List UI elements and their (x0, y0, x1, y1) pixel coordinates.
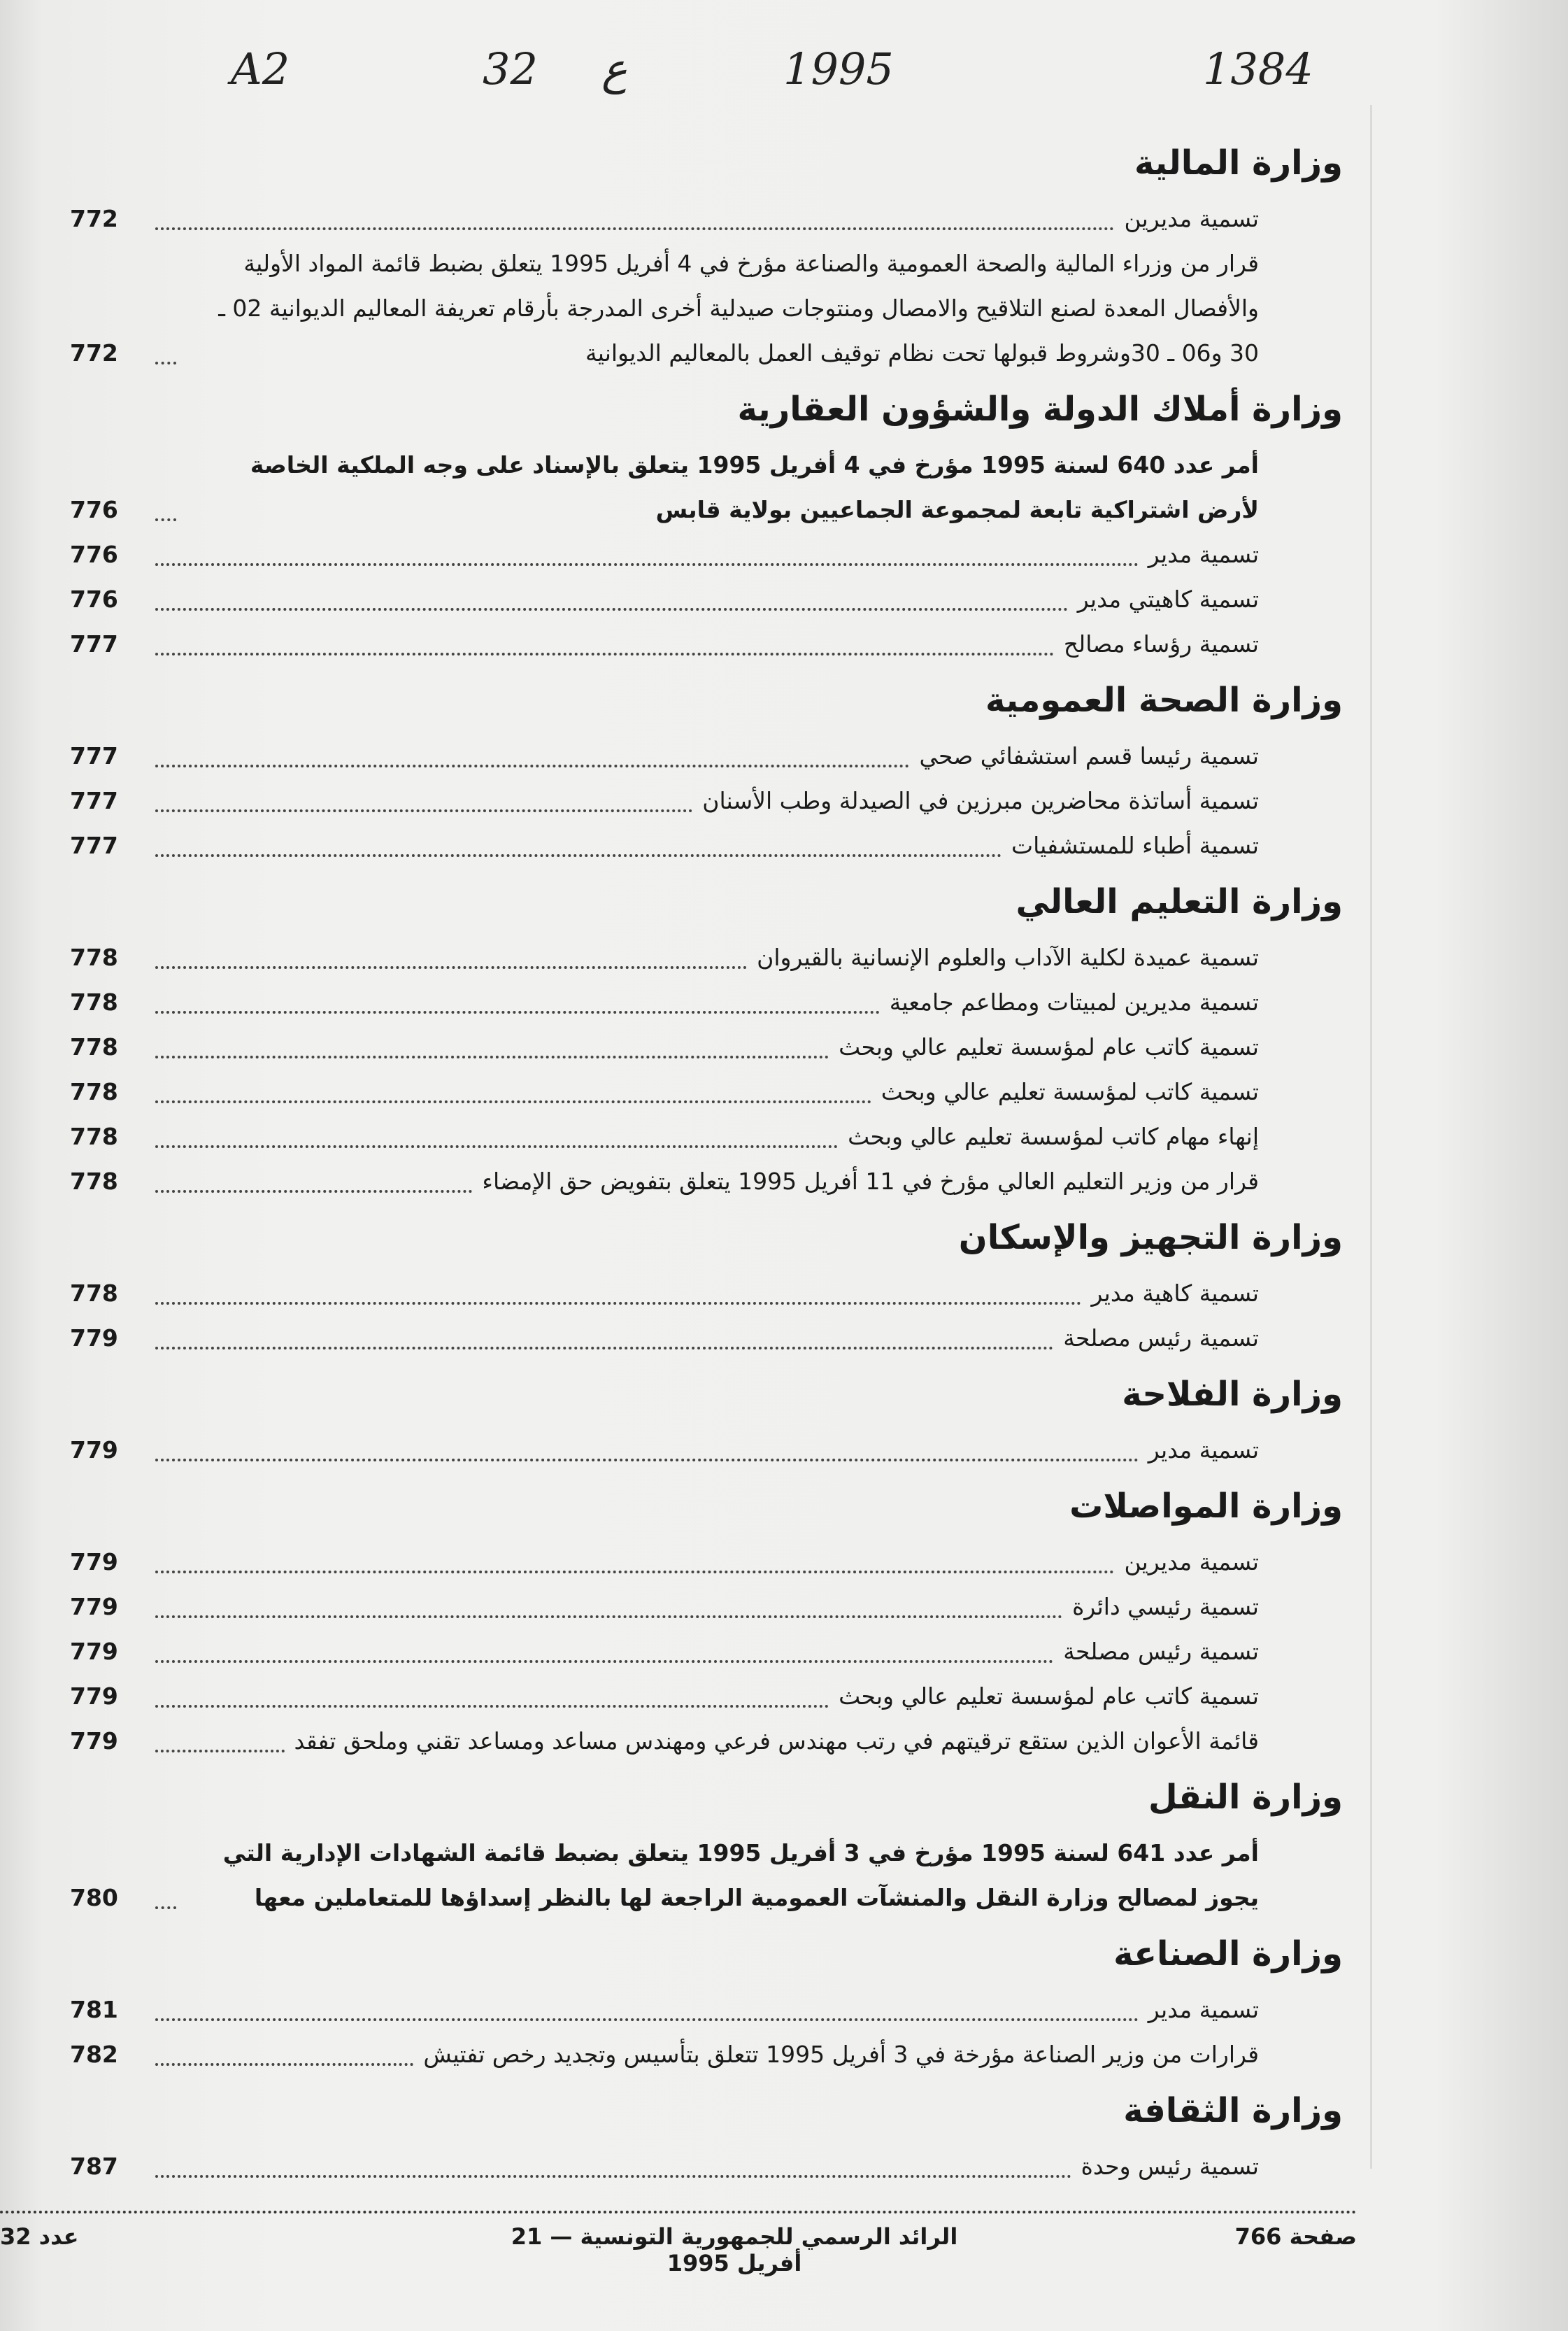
entry-page-number: 776 (70, 541, 118, 568)
entry-page-number: 778 (70, 944, 118, 971)
ministry-heading: وزارة الفلاحة (1122, 1375, 1343, 1414)
entry-title: تسمية مديرين لمبيتات ومطاعم جامعية (889, 989, 1259, 1016)
toc-entry (70, 1629, 1343, 1674)
toc-entry (70, 577, 1343, 622)
dot-leader (155, 1705, 829, 1708)
entry-page-number: 772 (70, 205, 118, 232)
toc-entry (70, 1316, 1343, 1361)
entry-title: تسمية أطباء للمستشفيات (1011, 832, 1259, 859)
entry-page-number: 778 (70, 1280, 118, 1307)
entry-page-number: 776 (70, 496, 118, 523)
toc-entry (70, 935, 1343, 980)
entry-page-number: 772 (70, 339, 118, 367)
handwritten-notes (210, 43, 1343, 106)
toc-entry (70, 1070, 1343, 1114)
entry-page-number: 778 (70, 989, 118, 1016)
entry-title: تسمية كاتب عام لمؤسسة تعليم عالي وبحث (839, 1033, 1259, 1061)
entry-page-number: 779 (70, 1727, 118, 1755)
entry-page-number: 777 (70, 742, 118, 770)
entry-page-number: 779 (70, 1638, 118, 1665)
ministry-section (70, 1764, 1343, 1920)
ministry-heading: وزارة الثقافة (1123, 2091, 1343, 2130)
entry-title: تسمية كاهيتي مدير (1077, 586, 1259, 613)
dot-leader (155, 227, 1114, 230)
handwritten-note: 32 (483, 43, 538, 94)
dot-leader (155, 1347, 1053, 1349)
dot-leader (155, 518, 176, 521)
entry-page-number: 778 (70, 1123, 118, 1150)
entry-title: تسمية كاهية مدير (1091, 1280, 1259, 1307)
ministry-section (70, 868, 1343, 1204)
dot-leader (155, 1190, 472, 1193)
entry-page-number: 776 (70, 586, 118, 613)
entry-title: تسمية كاتب لمؤسسة تعليم عالي وبحث (881, 1078, 1259, 1105)
dot-leader (155, 653, 1054, 656)
show-through-bleed (1370, 105, 1533, 2169)
toc-entry (70, 1025, 1343, 1070)
entry-title: أمر عدد 641 لسنة 1995 مؤرخ في 3 أفريل 1995 يتعلق بضبط قائمة الشهادات الإدارية التي يجوز لمصالح وزارة النقل والمنشآت العمومية الراجعة لها بالنظر إسداؤها للمتعاملين معها (222, 1839, 1259, 1911)
ministry-heading: وزارة النقل (1148, 1778, 1343, 1817)
entry-title: تسمية رئيسا قسم استشفائي صحي (919, 742, 1259, 770)
entry-title: تسمية رئيس مصلحة (1063, 1638, 1259, 1665)
dot-leader (155, 854, 1002, 857)
page-number: صفحة 766 (1234, 2223, 1357, 2250)
ministry-section (70, 1361, 1343, 1473)
entry-title: إنهاء مهام كاتب لمؤسسة تعليم عالي وبحث (848, 1123, 1259, 1150)
entry-page-number: 778 (70, 1168, 118, 1195)
gazette-title: الرائد الرسمي للجمهورية التونسية — 21 أفريل 1995 (511, 2223, 958, 2276)
entry-page-number: 777 (70, 787, 118, 814)
toc-entry (70, 1988, 1343, 2032)
toc-entry (70, 1831, 1343, 1920)
entry-page-number: 778 (70, 1033, 118, 1061)
dot-leader (155, 1145, 838, 1148)
entry-page-number: 782 (70, 2041, 118, 2068)
ministry-heading: وزارة التجهيز والإسكان (958, 1218, 1343, 1257)
entry-title: تسمية مدير (1148, 1996, 1259, 2023)
ministry-section (70, 376, 1343, 667)
entry-title: تسمية مدير (1148, 1436, 1259, 1464)
entry-title: أمر عدد 640 لسنة 1995 مؤرخ في 4 أفريل 1995 يتعلق بالإسناد على وجه الملكية الخاصة لأرض اشتراكية تابعة لمجموعة الجماعيين بولاية قابس (250, 451, 1259, 523)
dot-leader (155, 1615, 1062, 1618)
table-of-contents (70, 129, 1343, 2189)
entry-title: تسمية مديرين (1124, 205, 1259, 232)
dot-leader (155, 2018, 1139, 2021)
footer-divider (0, 2211, 1357, 2213)
toc-entry (70, 1719, 1343, 1764)
ministry-section (70, 1473, 1343, 1764)
toc-entry (70, 1540, 1343, 1585)
ministry-heading: وزارة الصحة العمومية (985, 681, 1343, 720)
toc-entry (70, 1428, 1343, 1473)
ministry-heading: وزارة المواصلات (1069, 1487, 1343, 1526)
toc-entry (70, 980, 1343, 1025)
entry-page-number: 779 (70, 1324, 118, 1352)
entry-page-number: 779 (70, 1593, 118, 1620)
toc-entry (70, 622, 1343, 667)
dot-leader (155, 1571, 1114, 1573)
toc-entry (70, 197, 1343, 241)
handwritten-note: 1384 (1203, 43, 1313, 94)
toc-entry (70, 443, 1343, 532)
entry-title: تسمية رؤساء مصالح (1063, 630, 1259, 658)
dot-leader (155, 1459, 1139, 1461)
ministry-section (70, 1920, 1343, 2077)
handwritten-note: 1995 (783, 43, 894, 94)
toc-entry (70, 532, 1343, 577)
ministry-section (70, 129, 1343, 376)
dot-leader (155, 1302, 1081, 1305)
entry-title: تسمية رئيس مصلحة (1063, 1324, 1259, 1352)
entry-title: تسمية عميدة لكلية الآداب والعلوم الإنسانية بالقيروان (757, 944, 1259, 971)
dot-leader (155, 362, 176, 364)
entry-page-number: 780 (70, 1884, 118, 1911)
page-footer (0, 2223, 1357, 2276)
entry-title: تسمية مديرين (1124, 1548, 1259, 1575)
dot-leader (155, 1660, 1053, 1663)
ministry-heading: وزارة المالية (1134, 143, 1343, 183)
issue-number: عدد 32 (0, 2223, 79, 2250)
entry-title: تسمية كاتب عام لمؤسسة تعليم عالي وبحث (839, 1682, 1259, 1710)
entry-page-number: 777 (70, 832, 118, 859)
handwritten-note: ع (601, 43, 627, 94)
handwritten-note: A2 (231, 43, 290, 94)
dot-leader (155, 966, 747, 969)
entry-title: قرار من وزير التعليم العالي مؤرخ في 11 أفريل 1995 يتعلق بتفويض حق الإمضاء (482, 1168, 1259, 1195)
dot-leader (155, 1100, 871, 1103)
entry-title: تسمية رئيسي دائرة (1072, 1593, 1259, 1620)
dot-leader (155, 2063, 413, 2066)
entry-page-number: 779 (70, 1682, 118, 1710)
dot-leader (155, 563, 1139, 566)
entry-title: تسمية رئيس وحدة (1081, 2153, 1259, 2180)
entry-title: قرارات من وزير الصناعة مؤرخة في 3 أفريل 1995 تتعلق بتأسيس وتجديد رخص تفتيش (423, 2041, 1259, 2068)
entry-page-number: 777 (70, 630, 118, 658)
dot-leader (155, 1906, 176, 1909)
dot-leader (155, 1750, 285, 1752)
dot-leader (155, 809, 692, 812)
toc-entry (70, 823, 1343, 868)
toc-entry (70, 2144, 1343, 2189)
toc-entry (70, 241, 1343, 376)
entry-title: قرار من وزراء المالية والصحة العمومية والصناعة مؤرخ في 4 أفريل 1995 يتعلق بضبط قائمة المواد الأولية والأفصال المعدة لصنع التلاقيح والامصال ومنتوجات صيدلية أخرى المدرجة بأرقام تعريفة المعاليم الديوانية 02 ـ 30 و06 ـ 30وشروط قبولها تحت نظام توقيف العمل بالمعاليم الديوانية (218, 250, 1259, 367)
entry-page-number: 781 (70, 1996, 118, 2023)
toc-entry (70, 779, 1343, 823)
toc-entry (70, 1271, 1343, 1316)
toc-entry (70, 1159, 1343, 1204)
ministry-section (70, 667, 1343, 868)
ministry-heading: وزارة أملاك الدولة والشؤون العقارية (737, 390, 1343, 429)
toc-entry (70, 2032, 1343, 2077)
toc-entry (70, 1674, 1343, 1719)
entry-page-number: 779 (70, 1548, 118, 1575)
entry-page-number: 778 (70, 1078, 118, 1105)
entry-page-number: 779 (70, 1436, 118, 1464)
dot-leader (155, 1056, 829, 1058)
ministry-heading: وزارة الصناعة (1113, 1934, 1343, 1974)
toc-entry (70, 1114, 1343, 1159)
ministry-section (70, 1204, 1343, 1361)
dot-leader (155, 1011, 880, 1014)
toc-entry (70, 734, 1343, 779)
ministry-section (70, 2077, 1343, 2189)
dot-leader (155, 608, 1068, 611)
dot-leader (155, 765, 909, 767)
ministry-heading: وزارة التعليم العالي (1015, 882, 1343, 921)
dot-leader (155, 2175, 1071, 2178)
toc-entry (70, 1585, 1343, 1629)
entry-title: قائمة الأعوان الذين ستقع ترقيتهم في رتب مهندس فرعي ومهندس مساعد ومساعد تقني وملحق تفقد (294, 1727, 1259, 1755)
entry-title: تسمية أساتذة محاضرين مبرزين في الصيدلة وطب الأسنان (702, 787, 1259, 814)
entry-title: تسمية مدير (1148, 541, 1259, 568)
entry-page-number: 787 (70, 2153, 118, 2180)
